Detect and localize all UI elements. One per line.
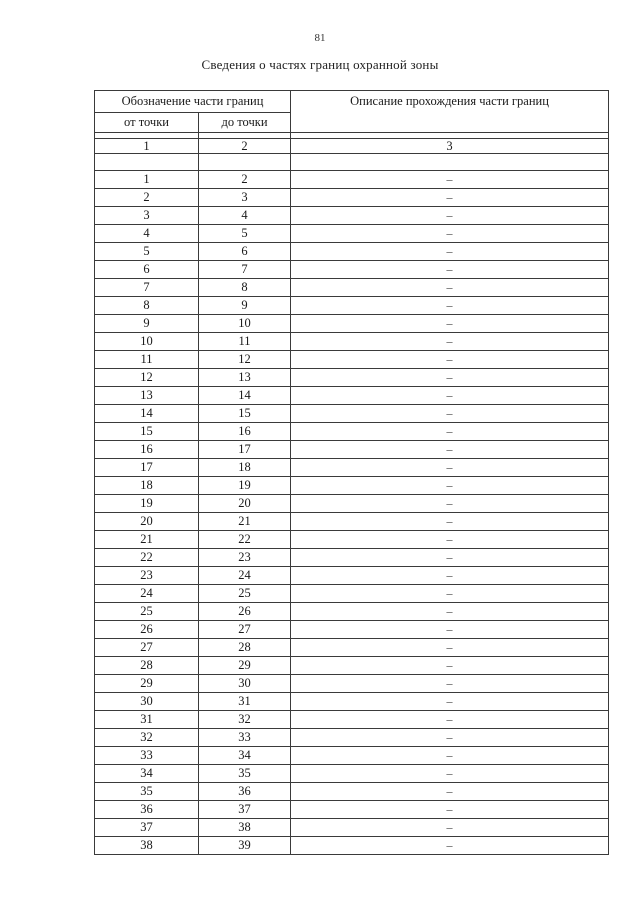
- table-row: [95, 441, 609, 459]
- from-point-cell: 31: [95, 711, 199, 729]
- from-point-cell: 30: [95, 693, 199, 711]
- description-cell: –: [291, 315, 609, 333]
- description-cell: –: [291, 549, 609, 567]
- column-number: 2: [199, 139, 291, 154]
- from-point-cell: 23: [95, 567, 199, 585]
- description-cell: –: [291, 369, 609, 387]
- from-point-cell: 15: [95, 423, 199, 441]
- to-point-cell: 20: [199, 495, 291, 513]
- from-point-cell: 7: [95, 279, 199, 297]
- designation-header: Обозначение части границ: [95, 91, 291, 113]
- from-point-cell: 35: [95, 783, 199, 801]
- description-cell: –: [291, 387, 609, 405]
- from-point-cell: 4: [95, 225, 199, 243]
- description-cell: –: [291, 207, 609, 225]
- from-point-cell: 29: [95, 675, 199, 693]
- description-cell: –: [291, 765, 609, 783]
- description-header: Описание прохождения части границ: [291, 91, 609, 133]
- from-point-cell: 26: [95, 621, 199, 639]
- to-point-cell: 14: [199, 387, 291, 405]
- table-row: [95, 585, 609, 603]
- from-point-cell: 25: [95, 603, 199, 621]
- to-point-cell: 10: [199, 315, 291, 333]
- description-cell: –: [291, 567, 609, 585]
- from-point-cell: 6: [95, 261, 199, 279]
- description-cell: –: [291, 729, 609, 747]
- from-point-cell: 28: [95, 657, 199, 675]
- table-row: [95, 567, 609, 585]
- table-row: [95, 747, 609, 765]
- to-point-cell: 3: [199, 189, 291, 207]
- from-point-header: от точки: [95, 113, 199, 133]
- to-point-cell: 24: [199, 567, 291, 585]
- from-point-cell: 27: [95, 639, 199, 657]
- from-point-cell: 8: [95, 297, 199, 315]
- to-point-cell: 4: [199, 207, 291, 225]
- table-row: [95, 729, 609, 747]
- to-point-cell: 34: [199, 747, 291, 765]
- description-cell: –: [291, 261, 609, 279]
- from-point-cell: 13: [95, 387, 199, 405]
- description-cell: –: [291, 819, 609, 837]
- table-row: [95, 171, 609, 189]
- to-point-cell: 33: [199, 729, 291, 747]
- table-row: [95, 207, 609, 225]
- description-cell: –: [291, 603, 609, 621]
- to-point-cell: 22: [199, 531, 291, 549]
- from-point-cell: 37: [95, 819, 199, 837]
- to-point-cell: 16: [199, 423, 291, 441]
- description-cell: –: [291, 513, 609, 531]
- table-row: [95, 513, 609, 531]
- to-point-cell: 29: [199, 657, 291, 675]
- to-point-cell: 8: [199, 279, 291, 297]
- description-cell: –: [291, 675, 609, 693]
- description-cell: –: [291, 693, 609, 711]
- description-cell: –: [291, 621, 609, 639]
- to-point-cell: 31: [199, 693, 291, 711]
- description-cell: –: [291, 351, 609, 369]
- spacer-row: [95, 154, 609, 171]
- table-row: [95, 693, 609, 711]
- table-row: [95, 657, 609, 675]
- description-cell: –: [291, 711, 609, 729]
- table-row: [95, 621, 609, 639]
- description-cell: –: [291, 423, 609, 441]
- description-cell: –: [291, 459, 609, 477]
- to-point-cell: 30: [199, 675, 291, 693]
- to-point-cell: 35: [199, 765, 291, 783]
- table-row: [95, 711, 609, 729]
- from-point-cell: 19: [95, 495, 199, 513]
- description-cell: –: [291, 279, 609, 297]
- from-point-cell: 33: [95, 747, 199, 765]
- description-cell: –: [291, 333, 609, 351]
- from-point-cell: 36: [95, 801, 199, 819]
- to-point-cell: 39: [199, 837, 291, 855]
- to-point-cell: 19: [199, 477, 291, 495]
- description-cell: –: [291, 225, 609, 243]
- from-point-cell: 12: [95, 369, 199, 387]
- to-point-cell: 17: [199, 441, 291, 459]
- description-cell: –: [291, 657, 609, 675]
- column-number: 3: [291, 139, 609, 154]
- from-point-cell: 10: [95, 333, 199, 351]
- description-cell: –: [291, 639, 609, 657]
- document-title: Сведения о частях границ охранной зоны: [201, 57, 439, 72]
- from-point-cell: 16: [95, 441, 199, 459]
- table-row: [95, 243, 609, 261]
- to-point-cell: 6: [199, 243, 291, 261]
- table-row: [95, 279, 609, 297]
- table-row: [95, 639, 609, 657]
- to-point-cell: 9: [199, 297, 291, 315]
- table-row: [95, 819, 609, 837]
- column-number-row: [95, 139, 609, 154]
- to-point-cell: 18: [199, 459, 291, 477]
- to-point-cell: 12: [199, 351, 291, 369]
- to-point-cell: 26: [199, 603, 291, 621]
- to-point-cell: 23: [199, 549, 291, 567]
- from-point-cell: 20: [95, 513, 199, 531]
- boundary-parts-table: [94, 90, 609, 855]
- table-row: [95, 531, 609, 549]
- table-row: [95, 495, 609, 513]
- from-point-cell: 24: [95, 585, 199, 603]
- from-point-cell: 3: [95, 207, 199, 225]
- page-number: 81: [314, 32, 326, 44]
- table-row: [95, 261, 609, 279]
- description-cell: –: [291, 495, 609, 513]
- table-row: [95, 477, 609, 495]
- table-row: [95, 225, 609, 243]
- description-cell: –: [291, 801, 609, 819]
- to-point-cell: 11: [199, 333, 291, 351]
- table-row: [95, 603, 609, 621]
- description-cell: –: [291, 189, 609, 207]
- from-point-cell: 14: [95, 405, 199, 423]
- from-point-cell: 38: [95, 837, 199, 855]
- table-row: [95, 459, 609, 477]
- to-point-cell: 25: [199, 585, 291, 603]
- from-point-cell: 11: [95, 351, 199, 369]
- to-point-cell: 38: [199, 819, 291, 837]
- description-cell: –: [291, 837, 609, 855]
- description-cell: –: [291, 297, 609, 315]
- from-point-cell: 34: [95, 765, 199, 783]
- from-point-cell: 2: [95, 189, 199, 207]
- to-point-cell: 5: [199, 225, 291, 243]
- table-row: [95, 297, 609, 315]
- table-row: [95, 801, 609, 819]
- from-point-cell: 21: [95, 531, 199, 549]
- table-row: [95, 405, 609, 423]
- to-point-cell: 21: [199, 513, 291, 531]
- table-row: [95, 315, 609, 333]
- table-row: [95, 423, 609, 441]
- from-point-cell: 18: [95, 477, 199, 495]
- to-point-cell: 27: [199, 621, 291, 639]
- from-point-cell: 9: [95, 315, 199, 333]
- table-row: [95, 189, 609, 207]
- table-row: [95, 387, 609, 405]
- table-row: [95, 369, 609, 387]
- table-row: [95, 333, 609, 351]
- from-point-cell: 22: [95, 549, 199, 567]
- table-row: [95, 675, 609, 693]
- to-point-cell: 2: [199, 171, 291, 189]
- description-cell: –: [291, 585, 609, 603]
- description-cell: –: [291, 531, 609, 549]
- to-point-cell: 37: [199, 801, 291, 819]
- to-point-cell: 32: [199, 711, 291, 729]
- description-cell: –: [291, 747, 609, 765]
- from-point-cell: 32: [95, 729, 199, 747]
- description-cell: –: [291, 171, 609, 189]
- table-row: [95, 783, 609, 801]
- description-cell: –: [291, 441, 609, 459]
- to-point-cell: 28: [199, 639, 291, 657]
- table-row: [95, 351, 609, 369]
- table-row: [95, 549, 609, 567]
- table-row: [95, 765, 609, 783]
- to-point-header: до точки: [199, 113, 291, 133]
- column-number: 1: [95, 139, 199, 154]
- from-point-cell: 17: [95, 459, 199, 477]
- to-point-cell: 13: [199, 369, 291, 387]
- from-point-cell: 5: [95, 243, 199, 261]
- to-point-cell: 36: [199, 783, 291, 801]
- description-cell: –: [291, 477, 609, 495]
- to-point-cell: 7: [199, 261, 291, 279]
- from-point-cell: 1: [95, 171, 199, 189]
- description-cell: –: [291, 783, 609, 801]
- description-cell: –: [291, 405, 609, 423]
- to-point-cell: 15: [199, 405, 291, 423]
- table-row: [95, 837, 609, 855]
- description-cell: –: [291, 243, 609, 261]
